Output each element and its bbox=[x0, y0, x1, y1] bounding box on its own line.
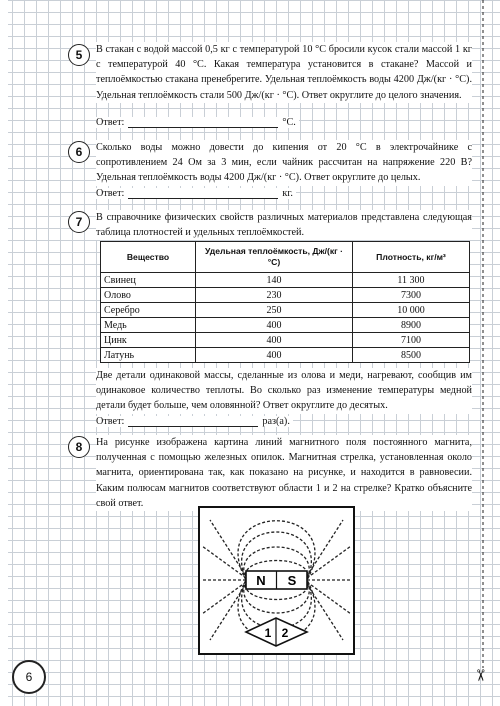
answer-label: Ответ: bbox=[96, 416, 125, 427]
problem-7-text: В справочнике физических свойств различных материалов представлена следующая таблица плотностей и удельных теплоёмкостей. bbox=[96, 210, 472, 240]
scissors-icon: ✂ bbox=[471, 668, 491, 683]
answer-label: Ответ: bbox=[96, 188, 125, 199]
problem-number-6: 6 bbox=[68, 141, 90, 163]
table-row bbox=[101, 288, 470, 303]
problem-6-answer bbox=[96, 188, 296, 199]
problem-number-7: 7 bbox=[68, 211, 90, 233]
answer-unit: °C. bbox=[282, 117, 296, 128]
left-margin bbox=[0, 0, 8, 706]
cut-line bbox=[478, 0, 488, 706]
table-row bbox=[101, 303, 470, 318]
answer-label: Ответ: bbox=[96, 117, 125, 128]
table-cell: 230 bbox=[196, 288, 353, 303]
table-cell: Свинец bbox=[101, 273, 196, 288]
table-cell: 400 bbox=[196, 318, 353, 333]
problem-8-text: На рисунке изображена картина линий магнитного поля постоянного магнита, полученная с помощью железных опилок. Магнитная стрелка, установленная около магнита, ориентирована так, как показано на рисунке, и находится в равновесии. Каким полюсам магнитов соответствуют области 1 и 2 на стрелке? Кратко объясните свой ответ. bbox=[96, 435, 472, 511]
table-cell: 400 bbox=[196, 333, 353, 348]
table-header-density: Плотность, кг/м³ bbox=[353, 242, 470, 273]
table-row bbox=[101, 348, 470, 363]
table-cell: Серебро bbox=[101, 303, 196, 318]
table-cell: 8900 bbox=[353, 318, 470, 333]
table-row bbox=[101, 333, 470, 348]
problem-6-text: Сколько воды можно довести до кипения от 20 °C в электрочайнике с сопротивлением 24 Ом за 3 мин, если чайник рассчитан на напряжение 220 В? Удельная теплоёмкость воды 4200 Дж/(кг · °C). Ответ округлите до целых. bbox=[96, 140, 472, 186]
table-cell: Медь bbox=[101, 318, 196, 333]
table-cell: 7300 bbox=[353, 288, 470, 303]
table-cell: 11 300 bbox=[353, 273, 470, 288]
magnetic-field-figure bbox=[198, 506, 355, 655]
problem-7-text-2: Две детали одинаковой массы, сделанные из олова и меди, нагревают, сообщив им одинаковое количество теплоты. Во сколько раз изменение температуры медной детали будет больше, чем оловянной? Ответ округлите до десятых. bbox=[96, 368, 472, 414]
table-cell: 250 bbox=[196, 303, 353, 318]
answer-blank[interactable] bbox=[128, 416, 258, 427]
answer-blank[interactable] bbox=[128, 188, 278, 199]
needle-region-2: 2 bbox=[281, 626, 289, 640]
table-cell: 8500 bbox=[353, 348, 470, 363]
answer-blank[interactable] bbox=[128, 117, 278, 128]
table-cell: Цинк bbox=[101, 333, 196, 348]
properties-table bbox=[100, 241, 470, 363]
answer-unit: раз(а). bbox=[262, 416, 290, 427]
magnet-pole-s: S bbox=[287, 573, 297, 588]
problem-7-answer bbox=[96, 416, 293, 427]
table-cell: Олово bbox=[101, 288, 196, 303]
table-row bbox=[101, 318, 470, 333]
table-cell: 7100 bbox=[353, 333, 470, 348]
answer-unit: кг. bbox=[282, 188, 293, 199]
page-number: 6 bbox=[12, 660, 46, 694]
problem-number-5: 5 bbox=[68, 44, 90, 66]
table-row bbox=[101, 273, 470, 288]
problem-5-answer bbox=[96, 117, 299, 128]
table-cell: 140 bbox=[196, 273, 353, 288]
table-header-substance: Вещество bbox=[101, 242, 196, 273]
problem-number-8: 8 bbox=[68, 436, 90, 458]
problem-5-text: В стакан с водой массой 0,5 кг с температурой 10 °C бросили кусок стали массой 1 кг с температурой 40 °C. Какая температура установится в стакане? Массой и теплоёмкостью стакана пренебрегите. Удельная теплоёмкость воды 4200 Дж/(кг · °C). Удельная теплоёмкость стали 500 Дж/(кг · °C). Ответ округлите до целого значения. bbox=[96, 42, 472, 103]
table-header-heat-capacity: Удельная теплоёмкость, Дж/(кг · °C) bbox=[196, 242, 353, 273]
table-cell: Латунь bbox=[101, 348, 196, 363]
needle-region-1: 1 bbox=[264, 626, 272, 640]
table-cell: 10 000 bbox=[353, 303, 470, 318]
table-cell: 400 bbox=[196, 348, 353, 363]
magnet-pole-n: N bbox=[256, 573, 266, 588]
